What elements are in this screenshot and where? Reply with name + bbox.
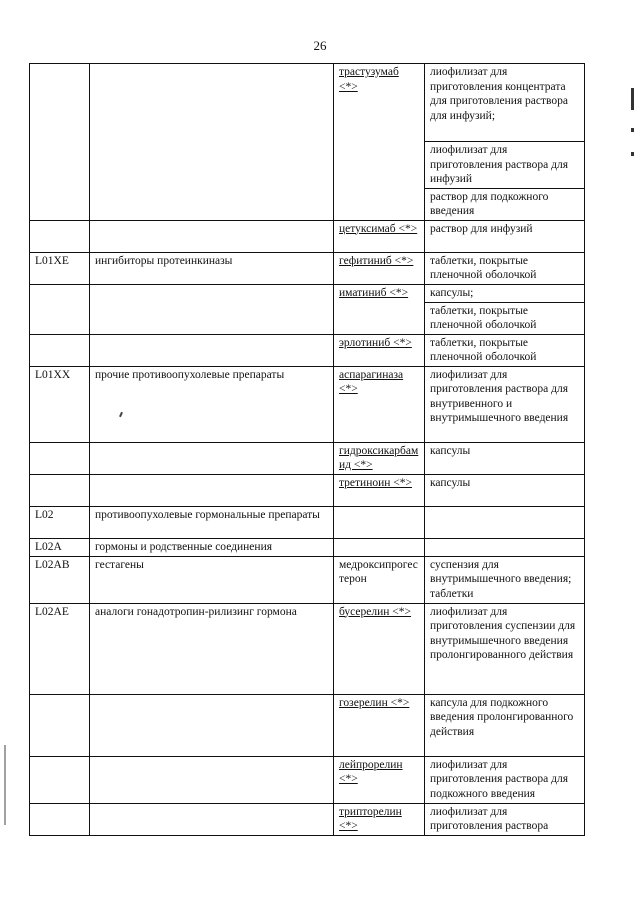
drug-cell [334,603,425,694]
form-cell: лиофилизат для приготовления суспензии для внутримышечного введения пролонгированного действия [425,603,585,694]
drug-name: гозерелин <*> [339,696,410,709]
drug-cell [334,220,425,252]
drug-name: лейпрорелин <*> [339,758,403,785]
form-cell: лиофилизат для приготовления раствора для внутривенного и внутримышечного введения [425,366,585,442]
table-row [30,538,585,556]
form-cell: лиофилизат для приготовления раствора [425,803,585,835]
drug-name: трипторелин <*> [339,805,402,832]
drug-name: трастузумаб <*> [339,66,399,93]
group-cell: гестагены [90,556,334,603]
scan-edge-mark [4,745,6,825]
atc-code-cell: L02AB [30,556,90,603]
group-cell [90,474,334,506]
group-cell [90,803,334,835]
table-row [30,603,585,694]
form-cell: раствор для подкожного введения [425,188,585,220]
group-cell: гормоны и родственные соединения [90,538,334,556]
form-cell: лиофилизат для приготовления раствора для подкожного введения [425,756,585,803]
form-cell: лиофилизат для приготовления раствора для инфузий [425,142,585,189]
drug-name: бусерелин <*> [339,605,412,618]
drug-name: гефитиниб <*> [339,254,414,267]
drug-name: гидроксикарбамид <*> [339,444,419,471]
form-cell: раствор для инфузий [425,220,585,252]
page-number: 26 [313,38,327,53]
table-row [30,220,585,252]
group-cell [90,220,334,252]
table-row [30,474,585,506]
drug-name: иматиниб <*> [339,286,409,299]
form-cell: лиофилизат для приготовления концентрата для приготовления раствора для инфузий; [425,64,585,142]
atc-code-cell: L02AE [30,603,90,694]
table-row [30,506,585,538]
group-cell [90,756,334,803]
group-cell [90,334,334,366]
atc-code-cell [30,474,90,506]
drug-cell [334,284,425,334]
atc-code-cell [30,220,90,252]
atc-code-cell: L02 [30,506,90,538]
drug-cell [334,756,425,803]
group-cell: ингибиторы протеинкиназы [90,252,334,284]
drug-cell [334,366,425,442]
form-cell: таблетки, покрытые пленочной оболочкой [425,252,585,284]
atc-code-cell: L01XX [30,366,90,442]
form-cell: капсулы [425,474,585,506]
form-cell [425,506,585,538]
group-cell [90,442,334,474]
table-row [30,64,585,142]
atc-code-cell [30,442,90,474]
group-cell: аналоги гонадотропин-рилизинг гормона [90,603,334,694]
table-row [30,803,585,835]
drug-name: цетуксимаб <*> [339,222,418,235]
drug-cell [334,803,425,835]
atc-code-cell [30,334,90,366]
drug-cell: медроксипрогестерон [334,556,425,603]
group-cell [90,284,334,334]
atc-code-cell [30,756,90,803]
drug-cell [334,252,425,284]
drug-cell [334,694,425,756]
scan-edge-mark [631,152,634,156]
group-cell [90,694,334,756]
table-row [30,556,585,603]
form-cell [425,538,585,556]
form-cell: капсулы [425,442,585,474]
table-row [30,334,585,366]
table-row [30,284,585,302]
drug-table [29,63,585,836]
group-cell [90,64,334,221]
drug-name: эрлотиниб <*> [339,336,412,349]
drug-cell [334,474,425,506]
drug-cell [334,442,425,474]
form-cell: таблетки, покрытые пленочной оболочкой [425,302,585,334]
form-cell: суспензия для внутримышечного введения; таблетки [425,556,585,603]
atc-code-cell [30,694,90,756]
drug-cell [334,334,425,366]
group-cell: противоопухолевые гормональные препараты [90,506,334,538]
scan-edge-mark [631,128,634,132]
scan-edge-mark [631,88,634,110]
table-row [30,366,585,442]
table-row [30,252,585,284]
drug-cell [334,506,425,538]
atc-code-cell [30,64,90,221]
form-cell: капсула для подкожного введения пролонгированного действия [425,694,585,756]
atc-code-cell [30,803,90,835]
form-cell: капсулы; [425,284,585,302]
drug-name: третиноин <*> [339,476,413,489]
table-row [30,756,585,803]
group-cell: прочие противоопухолевые препараты [90,366,334,442]
atc-code-cell [30,284,90,334]
drug-cell [334,64,425,221]
atc-code-cell: L02A [30,538,90,556]
drug-name: аспарагиназа <*> [339,368,404,395]
table-row [30,694,585,756]
form-cell: таблетки, покрытые пленочной оболочкой [425,334,585,366]
table-row [30,442,585,474]
drug-cell [334,538,425,556]
atc-code-cell: L01XE [30,252,90,284]
